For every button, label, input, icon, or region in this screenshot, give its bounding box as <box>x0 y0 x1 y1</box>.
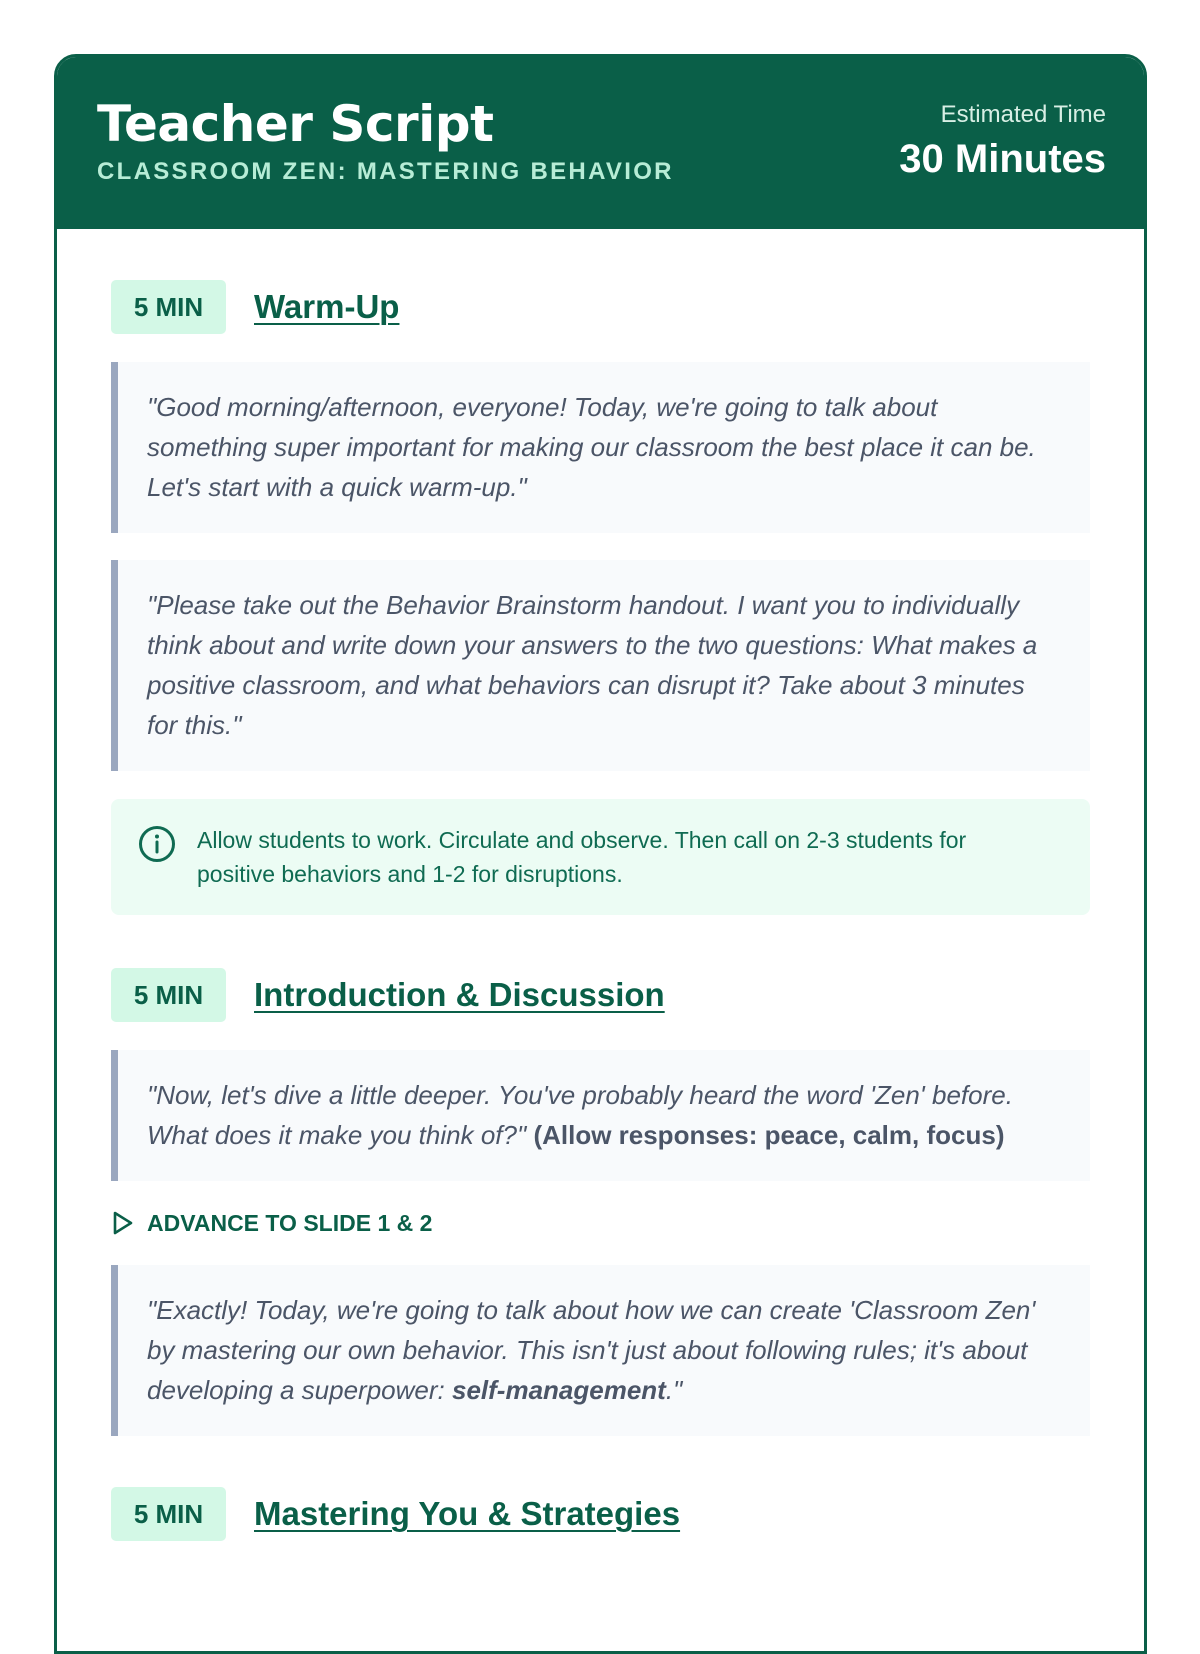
script-emphasis: self-management <box>451 1375 666 1405</box>
time-badge: 5 MIN <box>111 968 226 1022</box>
play-icon <box>111 1210 135 1236</box>
advance-slide-text: ADVANCE TO SLIDE 1 & 2 <box>147 1209 433 1236</box>
time-badge: 5 MIN <box>111 1487 226 1541</box>
script-content <box>111 229 1090 1542</box>
expected-responses: (Allow responses: peace, calm, focus) <box>533 1120 1005 1150</box>
section-mastering-header <box>111 1486 1090 1542</box>
script-quote: "Please take out the Behavior Brainstorm handout. I want you to individually think about and write down your answers to the two questions: What makes a positive classroom, and what behaviors can disrupt it? Take about 3 minutes for this." <box>111 560 1090 771</box>
section-warm-up-header <box>111 279 1090 335</box>
script-quote <box>111 1265 1090 1436</box>
page-subtitle: CLASSROOM ZEN: MASTERING BEHAVIOR <box>97 158 674 185</box>
page-title: Teacher Script <box>97 95 494 153</box>
advance-slide-instruction <box>111 1207 1090 1239</box>
script-quote-end: ." <box>665 1375 683 1405</box>
script-quote <box>111 1050 1090 1181</box>
info-icon <box>137 824 177 864</box>
script-quote: "Good morning/afternoon, everyone! Today, we're going to talk about something super important for making our classroom the best place it can be. Let's start with a quick warm-up." <box>111 362 1090 533</box>
section-title-introduction: Introduction & Discussion <box>254 976 665 1013</box>
teacher-note <box>111 799 1090 915</box>
teacher-note-text: Allow students to work. Circulate and observe. Then call on 2-3 students for positive behaviors and 1-2 for disruptions. <box>197 827 967 887</box>
section-title-warm-up: Warm-Up <box>254 288 400 325</box>
time-badge: 5 MIN <box>111 280 226 334</box>
header <box>57 57 1144 229</box>
teacher-script-card <box>54 54 1147 1654</box>
estimated-time-label: Estimated Time <box>940 101 1106 128</box>
estimated-time-value: 30 Minutes <box>899 137 1106 181</box>
section-introduction-header <box>111 967 1090 1023</box>
section-title-mastering: Mastering You & Strategies <box>254 1495 681 1532</box>
script-quote-text: "Exactly! Today, we're going to talk about how we can create 'Classroom Zen' by mastering our own behavior. This isn't just about following rules; it's about developing a superpower: <box>147 1295 1036 1405</box>
script-quote-text: "Now, let's dive a little deeper. You've probably heard the word 'Zen' before. What does it make you think of?" <box>147 1080 1013 1150</box>
